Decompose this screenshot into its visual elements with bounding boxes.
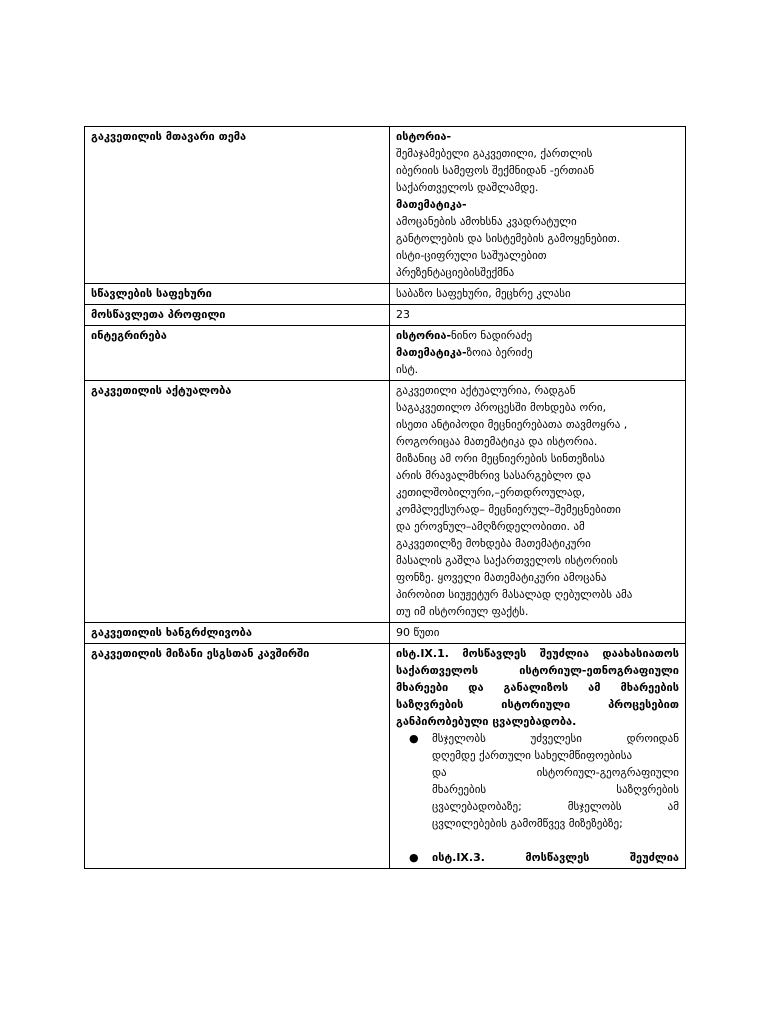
- topic-math-line: პრეზენტაციებისშექმნა: [396, 266, 515, 279]
- goal-standard-line: განპირობებული ცვალებადობა.: [396, 715, 577, 728]
- integration-math-name: ზოია ბერიძე: [466, 346, 533, 359]
- integration-value: [390, 326, 686, 381]
- topic-history-line: საქართველოს დაშლამდე.: [396, 181, 539, 194]
- row-duration: [85, 623, 686, 644]
- topic-history-head: ისტორია-: [396, 130, 452, 143]
- duration-value: 90 წუთი: [390, 623, 686, 644]
- topic-math-line: ამოცანების ამოხსნა კვადრატული: [396, 215, 577, 228]
- bullet-line: ცვალებადობაზე; მსჯელობს ამ: [432, 800, 679, 813]
- row-relevance: [85, 381, 686, 623]
- integration-history-name: ნინო ნადირაძე: [451, 329, 533, 342]
- level-label: სწავლების საფეხური: [85, 284, 390, 305]
- goal-bullet-list: [396, 730, 679, 866]
- relevance-value: [390, 381, 686, 623]
- topic-math-line: ისტი-ციფრული საშუალებით: [396, 249, 547, 262]
- bullet-line: და ისტორიულ-გეოგრაფიული: [432, 766, 679, 779]
- relevance-line: გაკვეთილზე მოხდება მათემატიკური: [396, 537, 591, 550]
- bullet-line: დღემდე ქართული სახელმწიფოებისა: [432, 749, 633, 762]
- relevance-line: პირობით სიუჟეტურ მასალად ღებულობს ამა: [396, 588, 633, 601]
- list-item: [409, 730, 679, 849]
- integration-extra: ისტ.: [396, 363, 419, 376]
- duration-label: გაკვეთილის ხანგრძლივობა: [85, 623, 390, 644]
- relevance-line: მიზანიც ამ ორი მეცნიერების სინთეზისა: [396, 452, 605, 465]
- relevance-label: გაკვეთილის აქტუალობა: [85, 381, 390, 623]
- lesson-plan-table: [84, 126, 686, 869]
- relevance-line: კომპლექსურად– მეცნიერულ–შემეცნებითი: [396, 503, 621, 516]
- bullet-icon: ●: [409, 851, 419, 864]
- list-item: [409, 849, 679, 866]
- topic-history-line: შემაჯამებელი გაკვეთილი, ქართლის: [396, 147, 593, 160]
- topic-math-head: მათემატიკა-: [396, 198, 467, 211]
- topic-math-line: განტოლების და სისტემების გამოყენებით.: [396, 232, 621, 245]
- bullet-line: მსჯელობს უძველესი დროიდან: [432, 732, 679, 745]
- goal-standard-line: საქართველოს ისტორიულ-ეთნოგრაფიული: [396, 664, 679, 677]
- topic-history-line: იბერიის სამეფოს შექმნიდან -ერთიან: [396, 164, 595, 177]
- relevance-line: ფონზე. ყოველი მათემატიკური ამოცანა: [396, 571, 607, 584]
- relevance-line: ისეთი ანტიპოდი მეცნიერებათა თავმოყრა ,: [396, 418, 628, 431]
- goal-standard-line: მხარეები და განალიზოს ამ მხარეების: [396, 681, 679, 694]
- bullet-line: მხარეების საზღვრების: [432, 783, 679, 796]
- goal-label: გაკვეთილის მიზანი ესგსთან კავშირში: [85, 644, 390, 869]
- level-value: საბაზო საფეხური, მეცხრე კლასი: [390, 284, 686, 305]
- row-profile: [85, 305, 686, 326]
- row-topic: [85, 127, 686, 284]
- row-level: [85, 284, 686, 305]
- bullet-line: ისტ.IX.3. მოსწავლეს შეუძლია: [432, 851, 679, 864]
- profile-value: 23: [390, 305, 686, 326]
- integration-math-head: მათემატიკა-: [396, 346, 467, 359]
- relevance-line: თუ იმ ისტორიულ ფაქტს.: [396, 605, 529, 618]
- relevance-line: არის მრავალმხრივ სასარგებლო და: [396, 469, 591, 482]
- goal-standard-line: საზღვრების ისტორიული პროცესებით: [396, 698, 679, 711]
- relevance-line: საგაკვეთილო პროცესში მოხდება ორი,: [396, 401, 607, 414]
- profile-label: მოსწავლეთა პროფილი: [85, 305, 390, 326]
- relevance-line: კეთილშობილური,–ერთდროულად,: [396, 486, 586, 499]
- goal-value: [390, 644, 686, 869]
- integration-label: ინტეგრირება: [85, 326, 390, 381]
- relevance-line: როგორიცაა მათემატიკა და ისტორია.: [396, 435, 598, 448]
- relevance-line: და ეროვნულ–ამღზრდელობითი. ამ: [396, 520, 585, 533]
- row-goal: [85, 644, 686, 869]
- topic-label: გაკვეთილის მთავარი თემა: [85, 127, 390, 284]
- relevance-line: მასალის გაშლა საქართველოს ისტორიის: [396, 554, 618, 567]
- bullet-icon: ●: [409, 732, 419, 745]
- row-integration: [85, 326, 686, 381]
- bullet-line: ცვლილებების გამომწვევ მიზეზებზე;: [432, 817, 623, 830]
- goal-standard-line: ისტ.IX.1. მოსწავლეს შეუძლია დაახასიათოს: [396, 647, 679, 660]
- relevance-line: გაკვეთილი აქტუალურია, რადგან: [396, 384, 576, 397]
- topic-value: [390, 127, 686, 284]
- integration-history-head: ისტორია-: [396, 329, 452, 342]
